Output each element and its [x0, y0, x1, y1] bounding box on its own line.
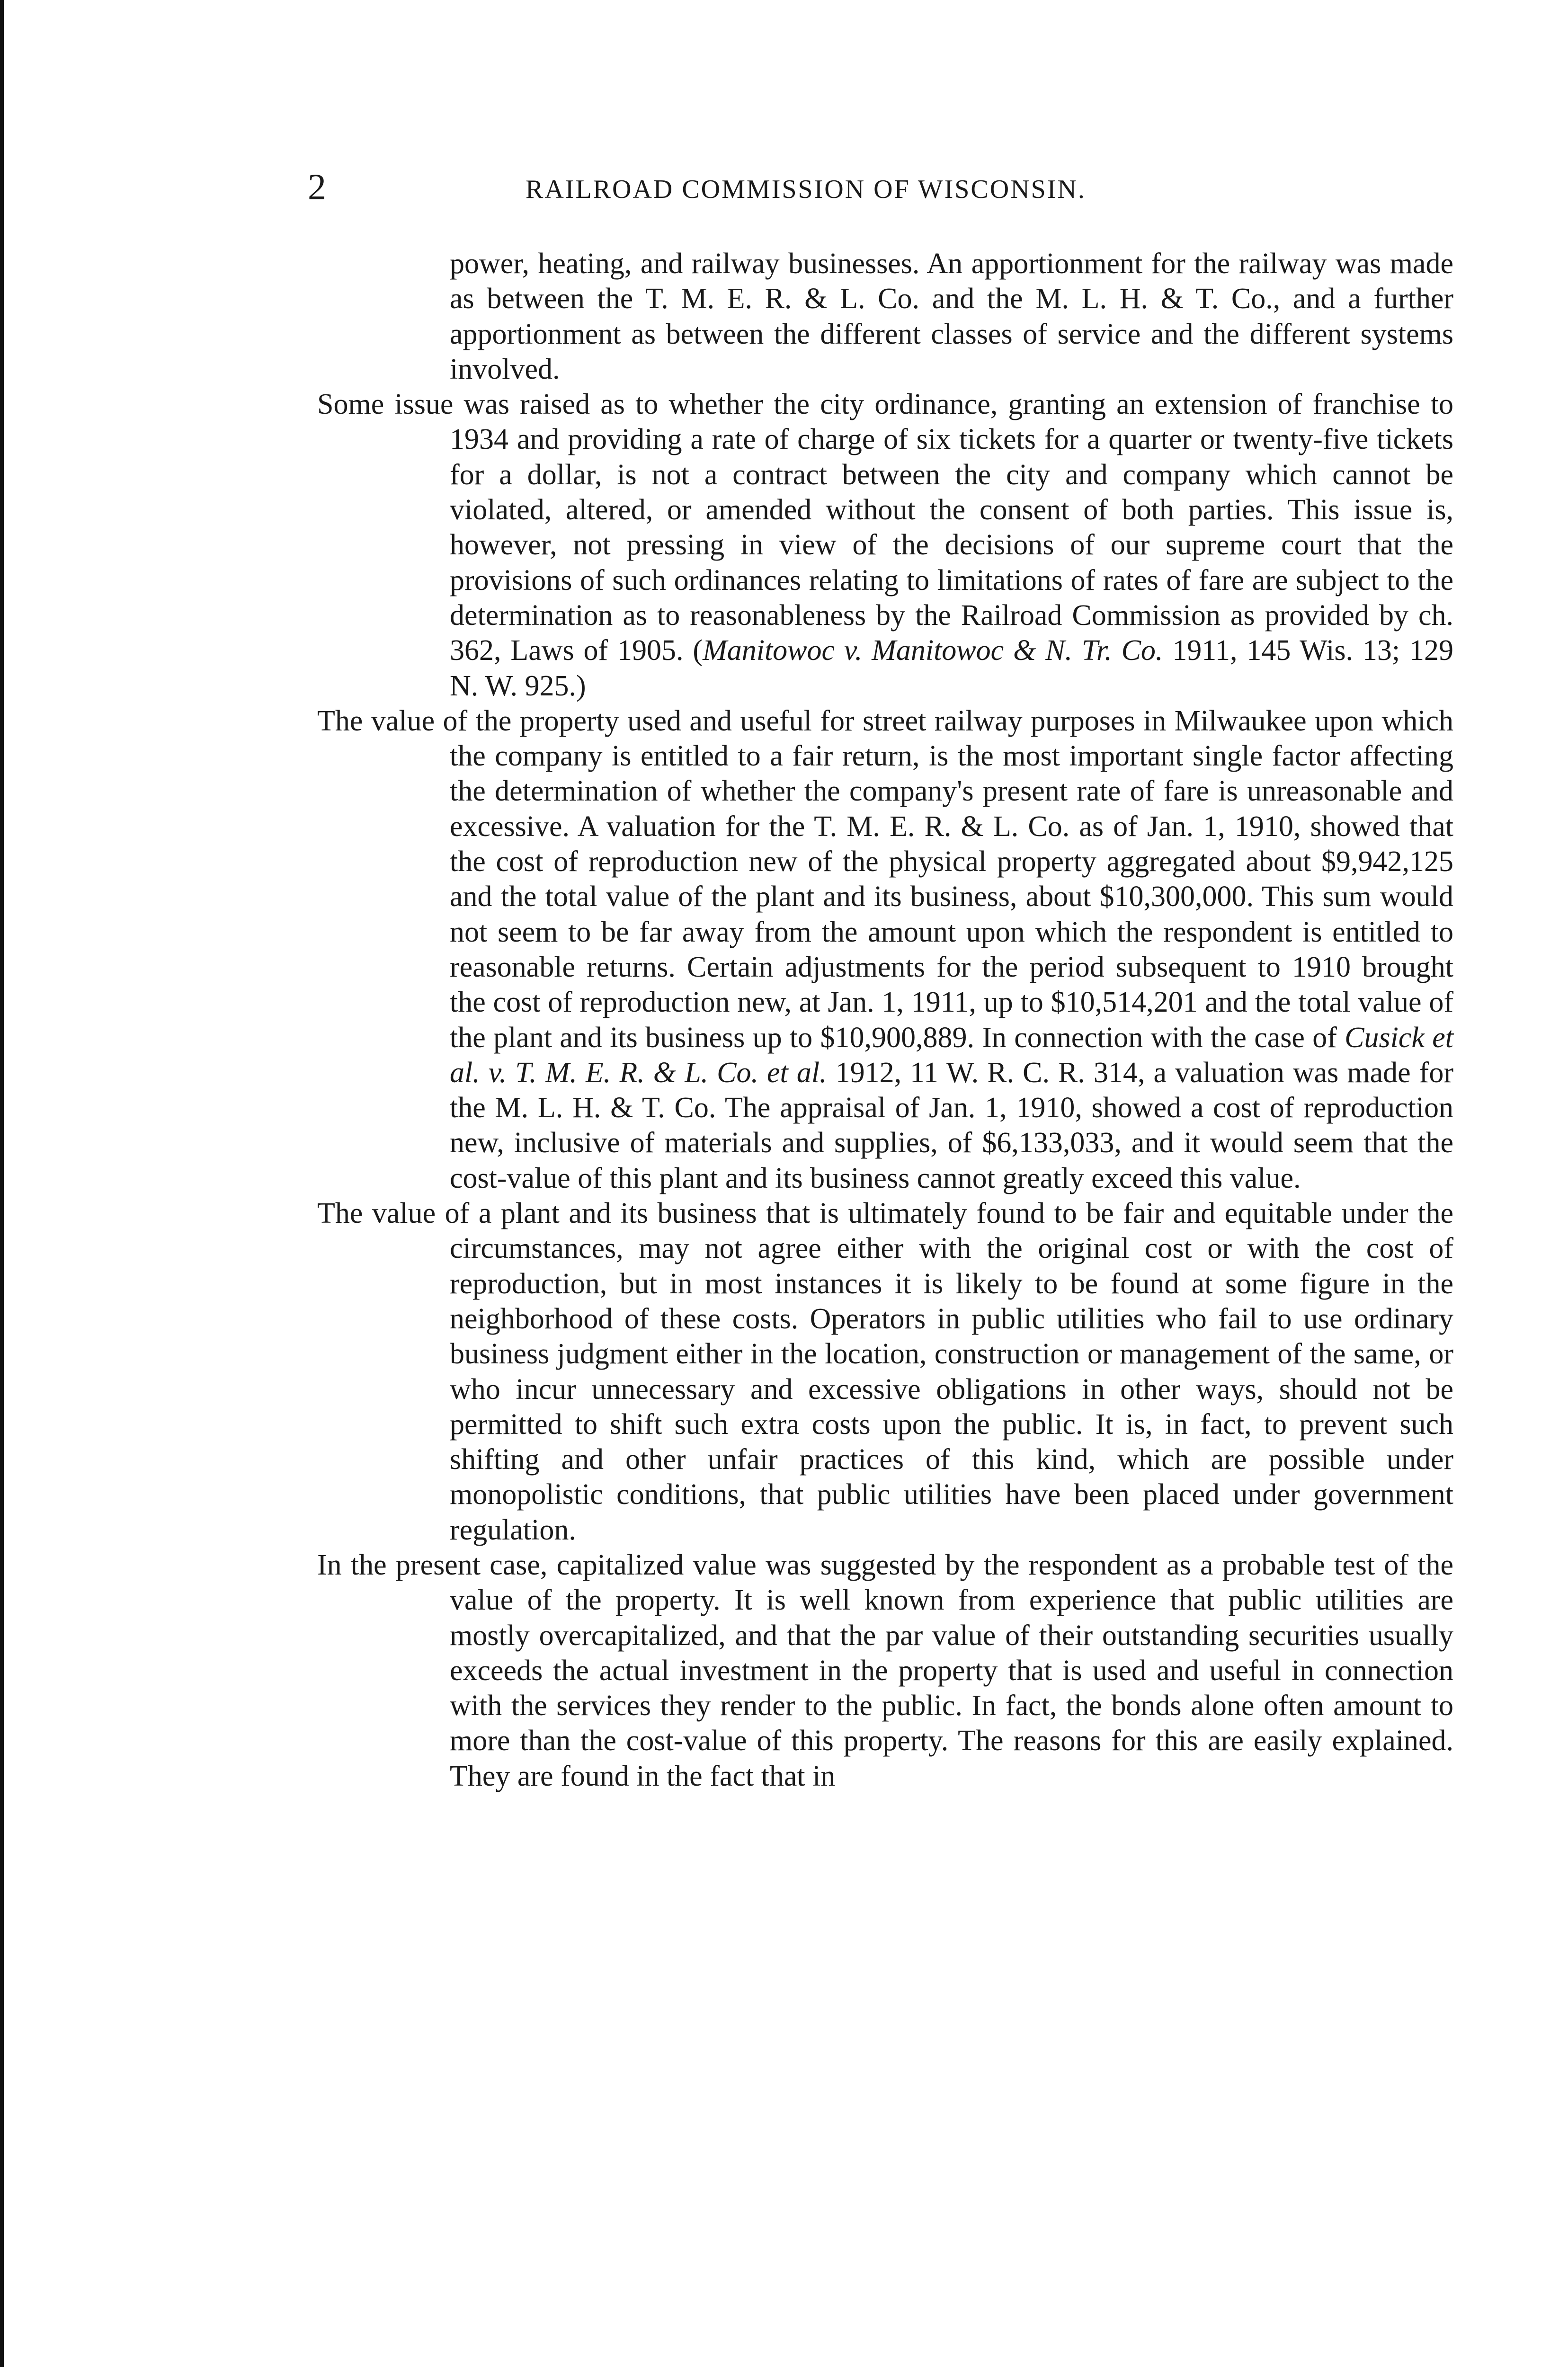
- running-head-title: RAILROAD COMMISSION OF WISCONSIN.: [526, 175, 1086, 204]
- paragraph-text: Some issue was raised as to whether the city ordinance, granting an extension of franchise to 1934 and providing a rate of charge of six tickets for a quarter or twenty-five tickets for a dollar, is not a contract between the city and company which cannot be violated, altered, or amended without the consent of both parties. This issue is, however, not pressing in view of the decisions of our supreme court that the provisions of such ordinances relating to limitations of rates of fare are subject to the determination as to reasonableness by the Railroad Commission as provided by ch. 362, Laws of 1905. (: [317, 388, 1453, 667]
- paragraph: [317, 1548, 1453, 1794]
- paragraph: [317, 1196, 1453, 1548]
- running-head: [0, 166, 1568, 208]
- paragraph-text: The value of the property used and useful for street railway purposes in Milwaukee upon which the company is entitled to a fair return, is the most important single factor affecting the determination of whether the company's present rate of fare is unreasonable and excessive. A valuation for the T. M. E. R. & L. Co. as of Jan. 1, 1910, showed that the cost of reproduction new of the physical property aggregated about $9,942,125 and the total value of the plant and its business, about $10,300,000. This sum would not seem to be far away from the amount upon which the respondent is entitled to reasonable returns. Certain adjustments for the period subsequent to 1910 brought the cost of reproduction new, at Jan. 1, 1911, up to $10,514,201 and the total value of the plant and its business up to $10,900,889. In connection with the case of: [317, 704, 1453, 1054]
- scan-left-edge: [0, 0, 4, 2367]
- paragraph: [317, 387, 1453, 703]
- paragraph-text: 1912, 11 W. R. C. R. 314, a valuation was made for the M. L. H. & T. Co. The appraisal of Jan. 1, 1910, showed a cost of reproduction new, inclusive of materials and supplies, of $6,133,033, and it would seem that the cost-value of this plant and its business cannot greatly exceed this value.: [450, 1056, 1453, 1194]
- case-citation: Cusick et al. v. T. M. E. R. & L. Co. et al.: [450, 1021, 1453, 1089]
- paragraph: [317, 703, 1453, 1196]
- paragraph-text: In the present case, capitalized value was suggested by the respondent as a probable test of the value of the property. It is well known from experience that public utilities are mostly overcapitalized, and that the par value of their outstanding securities usually exceeds the actual investment in the property that is used and useful in connection with the services they render to the public. In fact, the bonds alone often amount to more than the cost-value of this property. The reasons for this are easily explained. They are found in the fact that in: [317, 1548, 1453, 1792]
- case-citation: Manitowoc v. Manitowoc & N. Tr. Co.: [703, 634, 1163, 667]
- paragraph: [317, 246, 1453, 387]
- paragraph-text: 1911, 145 Wis. 13; 129 N. W. 925.): [450, 634, 1453, 702]
- paragraph-text: The value of a plant and its business that is ultimately found to be fair and equitable under the circumstances, may not agree either with the original cost or with the cost of reproduction, but in most instances it is likely to be found at some figure in the neighborhood of these costs. Operators in public utilities who fail to use ordinary business judgment either in the location, construction or management of the same, or who incur unnecessary and excessive obligations in other ways, should not be permitted to shift such extra costs upon the public. It is, in fact, to prevent such shifting and other unfair practices of this kind, which are possible under monopolistic conditions, that public utilities have been placed under government regulation.: [317, 1197, 1453, 1546]
- page-number: 2: [308, 166, 326, 207]
- body-text: [317, 246, 1453, 1794]
- paragraph-text: power, heating, and railway businesses. An apportionment for the railway was made as between the T. M. E. R. & L. Co. and the M. L. H. & T. Co., and a further apportionment as between the different classes of service and the different systems involved.: [450, 248, 1453, 385]
